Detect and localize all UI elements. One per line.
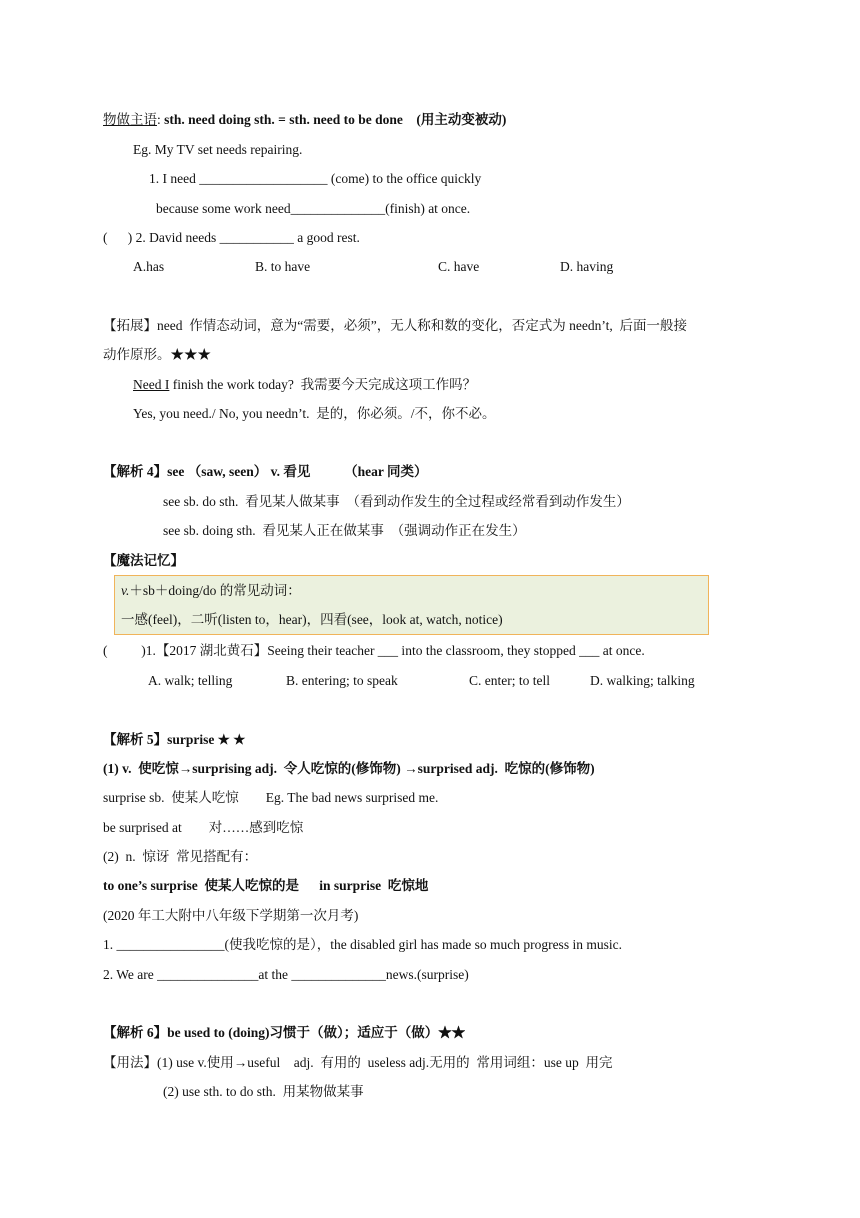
be-surprised-at-line: be surprised at 对……感到吃惊 [103,820,304,835]
exam-source: (2020 年工大附中八年级下学期第一次月考) [103,908,359,923]
surprise-noun-line: (2) n. 惊讶 常见搭配有： [103,849,258,864]
extension-line-2: 动作原形。★★★ [103,347,211,362]
see-usage-2: see sb. doing sth. 看见某人正在做某事 （强调动作正在发生） [163,523,526,538]
surprise-phrases: to one’s surprise 使某人吃惊的是 in surprise 吃惊地 [103,878,429,893]
a4-option-a: A. walk; telling [148,673,233,688]
q2-option-d: D. having [560,259,614,274]
analysis-6-header: 【解析 6】be used to (doing)习惯于（做）；适应于（做）★★ [103,1025,466,1040]
a4-option-b: B. entering; to speak [286,673,398,688]
a4-option-c: C. enter; to tell [469,673,550,688]
colon: : [157,112,165,127]
magic-box-line-1 [121,582,301,600]
v-italic: v. [121,583,130,598]
need-i-phrase: Need I [133,377,170,392]
need-question-1-line-2: because some work need______________(finish) at once. [156,201,471,216]
analysis-4-header: 【解析 4】see （saw, seen） v. 看见 （hear 同类） [103,464,428,479]
surprise-question-1: 1. ________________(使我吃惊的是），the disabled girl has made so much progress in music. [103,937,622,952]
a4-option-d: D. walking; talking [590,673,695,688]
extension-line-1: 【拓展】need 作情态动词，意为“需要，必须”，无人称和数的变化，否定式为 needn’t, 后面一般接 [103,318,687,333]
analysis-5-header: 【解析 5】surprise ★ ★ [103,732,246,747]
need-example: Eg. My TV set needs repairing. [133,142,303,157]
rule-label: 物做主语 [103,112,157,127]
extension-example-2: Yes, you need./ No, you needn’t. 是的，你必须。/不，你不必。 [133,406,496,421]
need-rule-line [103,111,506,129]
rule-text: sth. need doing sth. = sth. need to be done (用主动变被动) [164,112,507,127]
magic-box-line-2: 一感(feel)，二听(listen to，hear)，四看(see，look at, watch, notice) [121,612,503,627]
magic-memory-title: 【魔法记忆】 [103,553,184,568]
need-question-1-line-1: 1. I need ___________________ (come) to the office quickly [149,171,482,186]
usage-line-2: (2) use sth. to do sth. 用某物做某事 [163,1084,364,1099]
q2-option-c: C. have [438,259,480,274]
analysis-4-question: ( )1.【2017 湖北黄石】Seeing their teacher ___ into the classroom, they stopped ___ at once. [103,643,645,658]
surprise-sb-line: surprise sb. 使某人吃惊 Eg. The bad news surprised me. [103,790,439,805]
usage-line-1: 【用法】(1) use v.使用→useful adj. 有用的 useless adj.无用的 常用词组：use up 用完 [103,1055,613,1070]
see-usage-1: see sb. do sth. 看见某人做某事 （看到动作发生的全过程或经常看到动作发生） [163,494,630,509]
q2-option-b: B. to have [255,259,311,274]
box-line-1-rest: ＋sb＋doing/do 的常见动词： [129,583,301,598]
need-question-2: ( ) 2. David needs ___________ a good rest. [103,230,360,245]
q2-option-a: A.has [133,259,165,274]
surprise-forms: (1) v. 使吃惊→surprising adj. 令人吃惊的(修饰物) →surprised adj. 吃惊的(修饰物) [103,761,595,776]
extension-example-1 [133,376,476,394]
surprise-question-2: 2. We are _______________at the ______________news.(surprise) [103,967,469,982]
example-1-rest: finish the work today? 我需要今天完成这项工作吗？ [169,377,477,392]
